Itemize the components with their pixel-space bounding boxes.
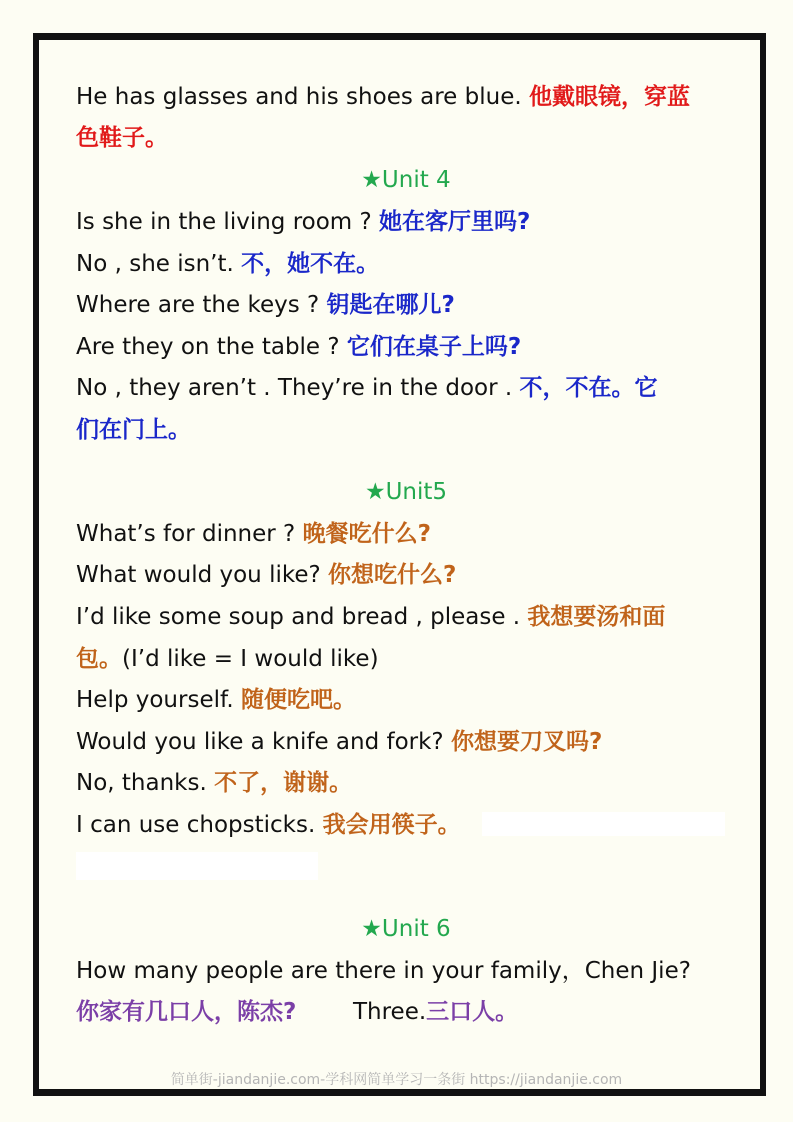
unit5-line xyxy=(76,722,602,764)
unit4-zh-wrap: 们在门上。 xyxy=(76,417,191,443)
unit5-zh: 不了，谢谢。 xyxy=(214,770,353,796)
unit4-line xyxy=(76,368,658,410)
unit5-en: I’d like some soup and bread , please . xyxy=(76,604,521,630)
unit6-answer-line xyxy=(76,992,518,1034)
unit4-line xyxy=(76,327,521,369)
unit4-zh: 它们在桌子上吗? xyxy=(346,334,522,360)
unit5-zh: 你想要刀叉吗? xyxy=(450,729,603,755)
unit5-en: I can use chopsticks. xyxy=(76,812,316,838)
unit4-en: No , she isn’t. xyxy=(76,251,234,277)
unit4-line xyxy=(76,244,379,286)
unit4-line xyxy=(76,202,530,244)
unit4-en: Is she in the living room ? xyxy=(76,209,372,235)
unit5-en: Would you like a knife and fork? xyxy=(76,729,444,755)
intro-zh: 他戴眼镜，穿蓝 xyxy=(528,84,690,110)
unit5-en: What would you like? xyxy=(76,562,321,588)
redaction-patch xyxy=(482,812,725,836)
intro-en: He has glasses and his shoes are blue. xyxy=(76,84,522,110)
redaction-patch xyxy=(76,852,318,880)
unit5-line xyxy=(76,597,665,639)
unit5-en-note: (I’d like = I would like) xyxy=(122,646,379,672)
intro-line-wrap xyxy=(76,118,168,160)
unit5-en: No, thanks. xyxy=(76,770,207,796)
unit5-line xyxy=(76,805,461,847)
unit4-zh: 不，她不在。 xyxy=(241,251,380,277)
unit6-question-zh: 你家有几口人，陈杰? xyxy=(76,999,297,1025)
intro-line xyxy=(76,77,690,119)
unit5-zh: 晚餐吃什么? xyxy=(302,521,431,547)
unit5-zh-wrap: 包。 xyxy=(76,646,122,672)
unit5-line-wrap xyxy=(76,639,379,681)
intro-zh-wrap: 色鞋子。 xyxy=(76,125,168,151)
watermark: 简单街-jiandanjie.com-学科网简单学习一条街 https://jiandanjie.com xyxy=(170,1072,623,1088)
unit5-en: Help yourself. xyxy=(76,687,234,713)
unit5-zh: 我会用筷子。 xyxy=(322,812,461,838)
unit5-line xyxy=(76,763,352,805)
unit5-heading: ★Unit5 xyxy=(364,479,448,505)
unit5-zh: 我想要汤和面 xyxy=(527,604,666,630)
unit6-heading: ★Unit 6 xyxy=(361,916,451,942)
unit5-line xyxy=(76,555,456,597)
unit5-en: What’s for dinner ? xyxy=(76,521,296,547)
unit5-line xyxy=(76,680,356,722)
unit4-zh: 钥匙在哪儿? xyxy=(326,292,455,318)
unit4-heading: ★Unit 4 xyxy=(361,167,451,193)
unit6-question-en: How many people are there in your family，Chen Jie? xyxy=(76,958,691,984)
unit4-line xyxy=(76,285,455,327)
unit6-question-line xyxy=(76,951,691,993)
unit6-answer-en: Three. xyxy=(352,999,427,1025)
unit4-line-wrap xyxy=(76,410,191,452)
unit5-line xyxy=(76,514,431,556)
unit6-answer-zh: 三口人。 xyxy=(426,999,519,1025)
unit4-en: No , they aren’t . They’re in the door . xyxy=(76,375,513,401)
unit5-zh: 你想吃什么? xyxy=(328,562,457,588)
unit4-zh: 她在客厅里吗? xyxy=(379,209,531,235)
unit4-en: Where are the keys ? xyxy=(76,292,320,318)
unit5-zh: 随便吃吧。 xyxy=(241,687,357,713)
unit4-en: Are they on the table ? xyxy=(76,334,340,360)
unit4-zh: 不，不在。它 xyxy=(519,375,658,401)
